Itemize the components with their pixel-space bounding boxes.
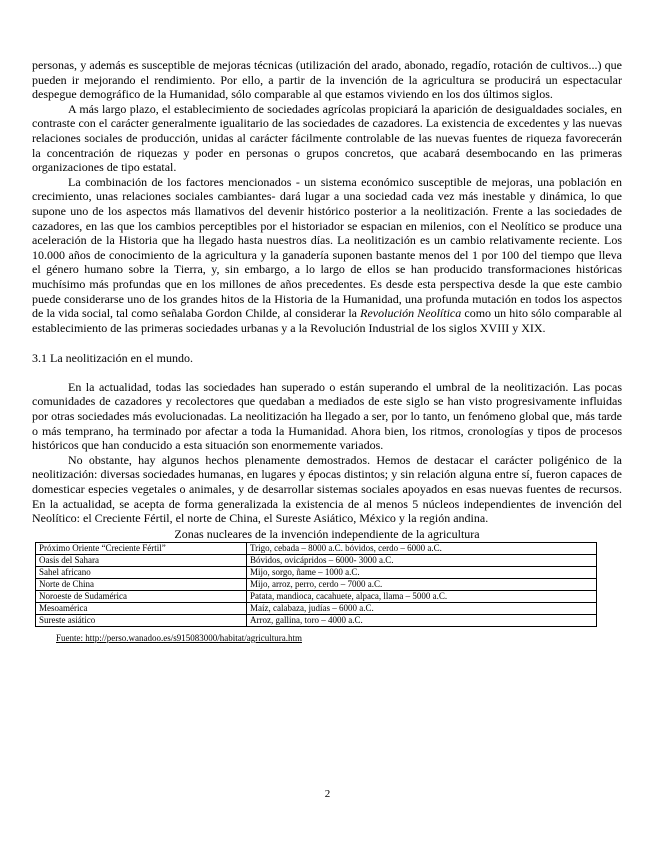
- paragraph-inequality: A más largo plazo, el establecimiento de sociedades agrícolas propiciará la aparición de desigualdades sociales, en contraste con el carácter generalmente igualitario de las sociedades de cazadores. La existencia de excedentes y las nuevas relaciones sociales de producción, unidas al carácter fácilmente controlable de las nuevas fuentes de riqueza favorecerán la concentración de riquezas y poder en personas o grupos concretos, que acabará desembocando en las primeras organizaciones de tipo estatal.: [32, 101, 622, 175]
- paragraph-acceleration-text: La combinación de los factores mencionados - un sistema económico susceptible de mejoras, una población en crecimiento, unas relaciones sociales cambiantes- dará lugar a una sociedad cada vez más inestable y dinámica, lo que supone uno de los aspectos más llamativos del devenir histórico posterior a la neolitización. Frente a las sociedades de cazadores, en las que los cambios perceptibles por el historiador se espacian en milenios, con el Neolítico se produce una aceleración de la Historia que ha llegado hasta nuestros días. La neolitización es un cambio relativamente reciente. Los 10.000 años de conocimiento de la agricultura y la ganadería suponen bastante menos del 1 por 100 del tiempo que lleva el género humano sobre la Tierra, y, sin embargo, a lo largo de ellos se han producido transformaciones históricas muchísimo más profundas que en los millones de años precedentes. Es desde esta perspectiva desde la que este cambio puede considerarse uno de los grandes hitos de la Historia de la Humanidad, una profunda mutación en todos los aspectos de la vida social, tal como señalaba Gordon Childe, al considerar la: [32, 174, 622, 321]
- species-cell: Arroz, gallina, toro – 4000 a.C.: [247, 614, 597, 626]
- table-row: [36, 566, 597, 578]
- paragraph-acceleration-end: como un hito sólo comparable al establecimiento de las primeras sociedades urbanas y a la Revolución Industrial de los siglos XVIII y XIX.: [32, 306, 623, 335]
- document-page: [32, 58, 622, 643]
- revolucion-neolitica-term: Revolución Neolítica: [360, 306, 462, 321]
- zone-cell: Norte de China: [36, 578, 247, 590]
- zone-cell: Sureste asiático: [36, 614, 247, 626]
- nuclear-zones-table: [35, 542, 597, 627]
- table-row: [36, 578, 597, 590]
- zone-cell: Próximo Oriente “Creciente Fértil”: [36, 542, 247, 554]
- zone-cell: Sahel africano: [36, 566, 247, 578]
- page-number: 2: [324, 788, 331, 800]
- table-row: [36, 602, 597, 614]
- species-cell: Maíz, calabaza, judías – 6000 a.C.: [247, 602, 597, 614]
- source-link[interactable]: Fuente: http://perso.wanadoo.es/s915083000/habitat/agricultura.htm: [56, 632, 302, 643]
- zone-cell: Oasis del Sahara: [36, 554, 247, 566]
- species-cell: Bóvidos, ovicápridos – 6000- 3000 a.C.: [247, 554, 597, 566]
- paragraph-acceleration: [32, 175, 622, 336]
- table-row: [36, 542, 597, 554]
- table-caption: Zonas nucleares de la invención independiente de la agricultura: [174, 526, 480, 541]
- paragraph-global-phenomenon: En la actualidad, todas las sociedades han superado o están superando el umbral de la neolitización. Las pocas comunidades de cazadores y recolectores que quedaban a mediados de este siglo se han visto progresivamente influidas por otras sociedades más evolucionadas. La neolitización ha llegado a ser, por lo tanto, un fenómeno global que, más tarde o más temprano, ha terminado por afectar a toda la Humanidad. Ahora bien, los ritmos, cronologías y tipos de procesos históricos que han conducido a esta situación son enormemente variados.: [32, 379, 622, 453]
- species-cell: Mijo, sorgo, ñame – 1000 a.C.: [247, 566, 597, 578]
- table-row: [36, 614, 597, 626]
- paragraph-polygenic: No obstante, hay algunos hechos plenamente demostrados. Hemos de destacar el carácter poligénico de la neolitización: diversas sociedades humanas, en lugares y épocas distintos; y sin relación alguna entre sí, fueron capaces de domesticar especies vegetales o animales, y de desarrollar sistemas sociales apoyados en esas nuevas fuentes de recursos. En la actualidad, se acepta de forma generalizada la existencia de al menos 5 núcleos independientes de invención del Neolítico: el Creciente Fértil, el norte de China, el Sureste Asiático, México y la región andina.: [32, 452, 622, 526]
- zone-cell: Noroeste de Sudamérica: [36, 590, 247, 602]
- paragraph-demography: personas, y además es susceptible de mejoras técnicas (utilización del arado, abonado, regadío, rotación de cultivos...) que pueden ir mejorando el rendimiento. Por ello, a partir de la invención de la agricultura se producirá un espectacular despegue demográfico de la Humanidad, sólo comparable al que estamos viviendo en los dos últimos siglos.: [32, 58, 622, 102]
- table-row: [36, 554, 597, 566]
- species-cell: Trigo, cebada – 8000 a.C. bóvidos, cerdo – 6000 a.C.: [247, 542, 597, 554]
- species-cell: Mijo, arroz, perro, cerdo – 7000 a.C.: [247, 578, 597, 590]
- table-row: [36, 590, 597, 602]
- species-cell: Patata, mandioca, cacahuete, alpaca, llama – 5000 a.C.: [247, 590, 597, 602]
- section-heading: 3.1 La neolitización en el mundo.: [32, 351, 193, 366]
- zone-cell: Mesoamérica: [36, 602, 247, 614]
